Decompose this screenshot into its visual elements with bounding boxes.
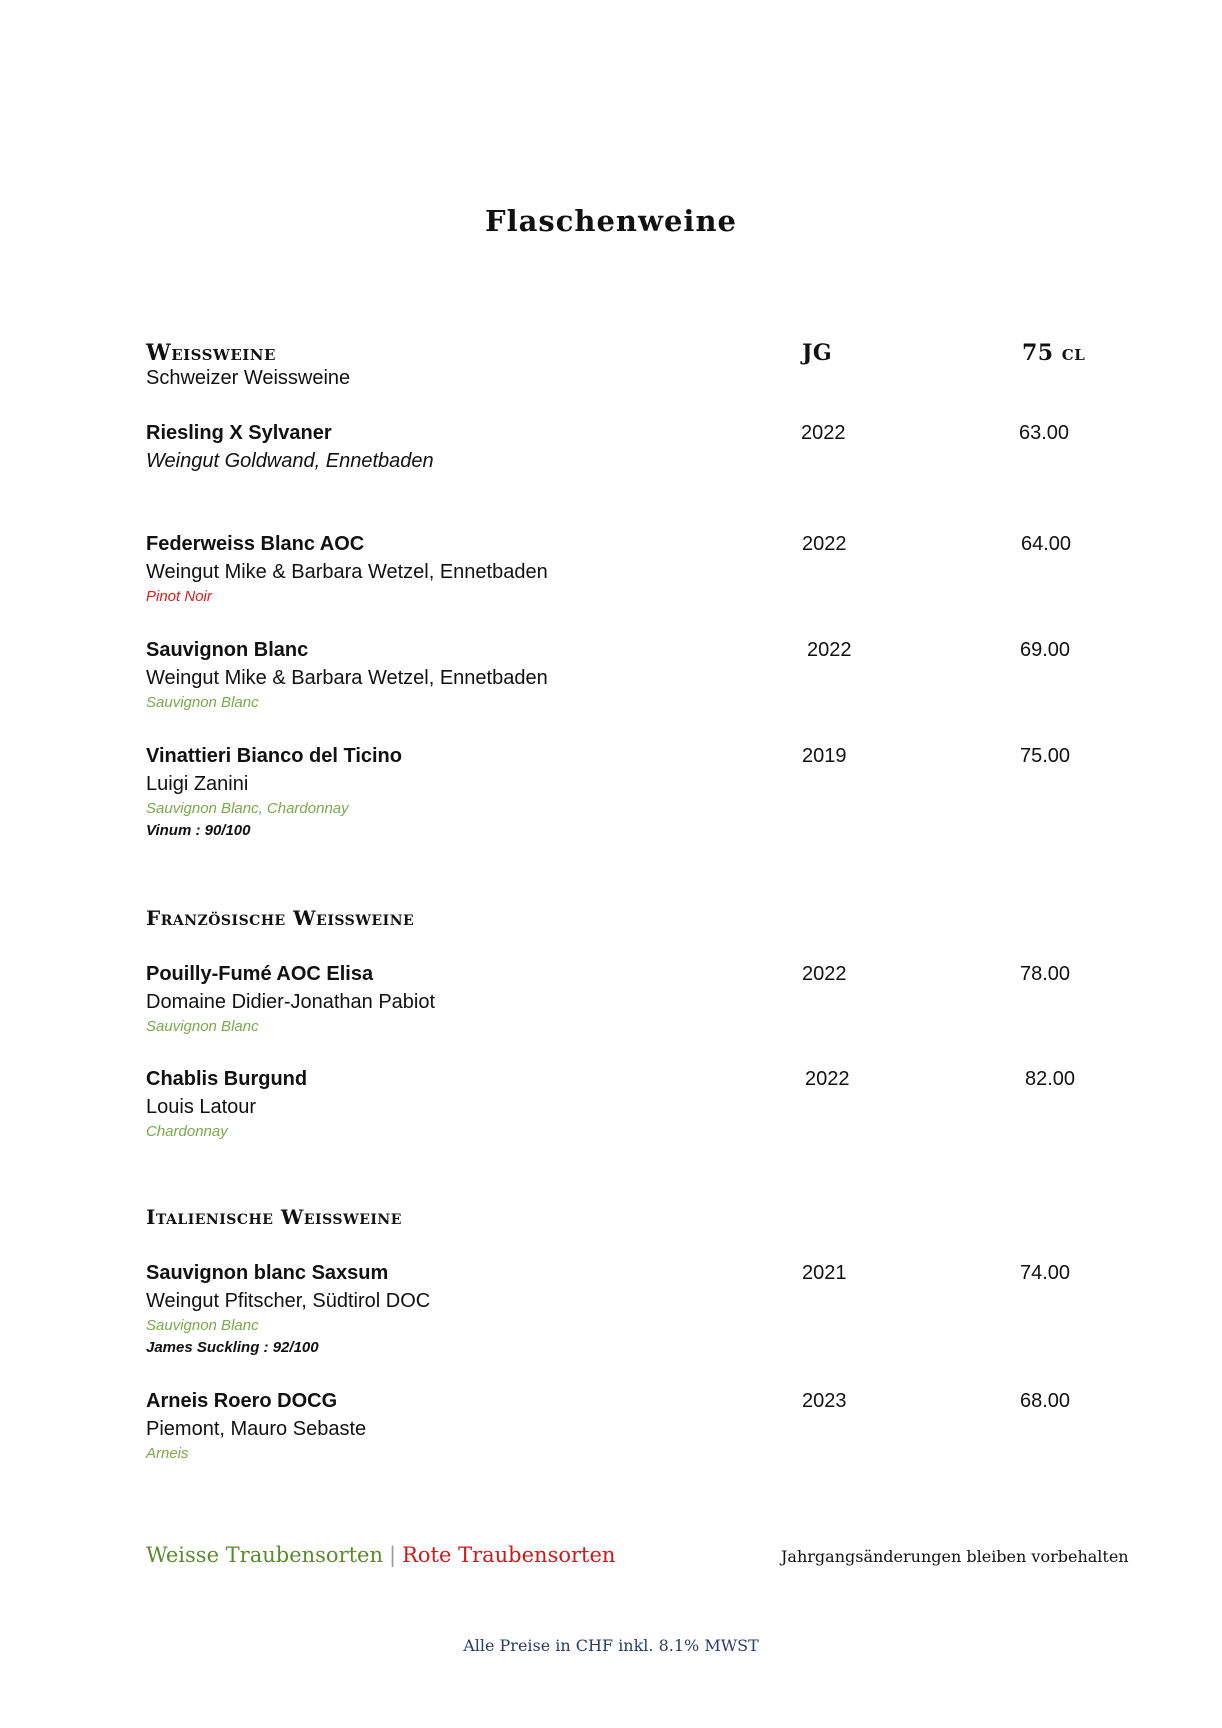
wine-price: 68.00 bbox=[1020, 1390, 1071, 1412]
wine-name: Sauvignon blanc Saxsum bbox=[146, 1262, 389, 1284]
wine-grape-white: Sauvignon Blanc bbox=[146, 694, 259, 711]
vintage-change-note: Jahrgangsänderungen bleiben vorbehalten bbox=[781, 1547, 1129, 1566]
wine-vintage: 2022 bbox=[802, 963, 847, 985]
wine-price: 63.00 bbox=[1019, 422, 1070, 444]
wine-price: 64.00 bbox=[1021, 533, 1072, 555]
legend-red-grapes: Rote Traubensorten bbox=[402, 1543, 616, 1567]
wine-grape-red: Pinot Noir bbox=[146, 588, 212, 605]
wine-name: Sauvignon Blanc bbox=[146, 639, 309, 661]
price-footer: Alle Preise in CHF inkl. 8.1% MWST bbox=[463, 1636, 759, 1655]
wine-name: Chablis Burgund bbox=[146, 1068, 308, 1090]
wine-producer: Weingut Mike & Barbara Wetzel, Ennetbaden bbox=[146, 561, 548, 583]
wine-price: 69.00 bbox=[1020, 639, 1071, 661]
page-title: Flaschenweine bbox=[485, 204, 737, 238]
column-header-vintage: JG bbox=[802, 340, 833, 366]
wine-grape-white: Sauvignon Blanc bbox=[146, 1018, 259, 1035]
wine-name: Pouilly-Fumé AOC Elisa bbox=[146, 963, 374, 985]
section-heading-italian: Italienische Weissweine bbox=[146, 1205, 402, 1229]
subsection-title-swiss: Schweizer Weissweine bbox=[146, 367, 351, 389]
section-heading-weissweine: Weissweine bbox=[146, 340, 276, 366]
wine-rating: Vinum : 90/100 bbox=[146, 822, 251, 839]
wine-rating: James Suckling : 92/100 bbox=[146, 1339, 319, 1356]
wine-producer: Luigi Zanini bbox=[146, 773, 249, 795]
wine-vintage: 2019 bbox=[802, 745, 847, 767]
wine-vintage: 2022 bbox=[807, 639, 852, 661]
wine-price: 78.00 bbox=[1020, 963, 1071, 985]
wine-producer: Louis Latour bbox=[146, 1096, 257, 1118]
wine-vintage: 2022 bbox=[802, 533, 847, 555]
wine-vintage: 2022 bbox=[801, 422, 846, 444]
legend-separator: | bbox=[389, 1543, 397, 1567]
wine-grape-white: Sauvignon Blanc bbox=[146, 1317, 259, 1334]
legend-white-grapes: Weisse Traubensorten bbox=[146, 1543, 384, 1567]
wine-name: Federweiss Blanc AOC bbox=[146, 533, 365, 555]
wine-vintage: 2023 bbox=[802, 1390, 847, 1412]
wine-producer: Domaine Didier-Jonathan Pabiot bbox=[146, 991, 436, 1013]
grape-color-legend bbox=[146, 1543, 615, 1567]
wine-name: Arneis Roero DOCG bbox=[146, 1390, 338, 1412]
wine-price: 74.00 bbox=[1020, 1262, 1071, 1284]
wine-vintage: 2022 bbox=[805, 1068, 850, 1090]
wine-name: Vinattieri Bianco del Ticino bbox=[146, 745, 402, 767]
wine-producer: Weingut Mike & Barbara Wetzel, Ennetbaden bbox=[146, 667, 548, 689]
section-heading-french: Französische Weissweine bbox=[146, 906, 415, 930]
wine-price: 75.00 bbox=[1020, 745, 1071, 767]
wine-vintage: 2021 bbox=[802, 1262, 847, 1284]
wine-grape-white: Arneis bbox=[146, 1445, 189, 1462]
wine-producer: Weingut Pfitscher, Südtirol DOC bbox=[146, 1290, 431, 1312]
wine-producer: Weingut Goldwand, Ennetbaden bbox=[146, 450, 434, 472]
wine-producer: Piemont, Mauro Sebaste bbox=[146, 1418, 367, 1440]
wine-grape-white: Chardonnay bbox=[146, 1123, 228, 1140]
wine-name: Riesling X Sylvaner bbox=[146, 422, 332, 444]
wine-grape-white: Sauvignon Blanc, Chardonnay bbox=[146, 800, 349, 817]
column-header-price: 75 cl bbox=[1022, 340, 1086, 366]
wine-price: 82.00 bbox=[1025, 1068, 1076, 1090]
